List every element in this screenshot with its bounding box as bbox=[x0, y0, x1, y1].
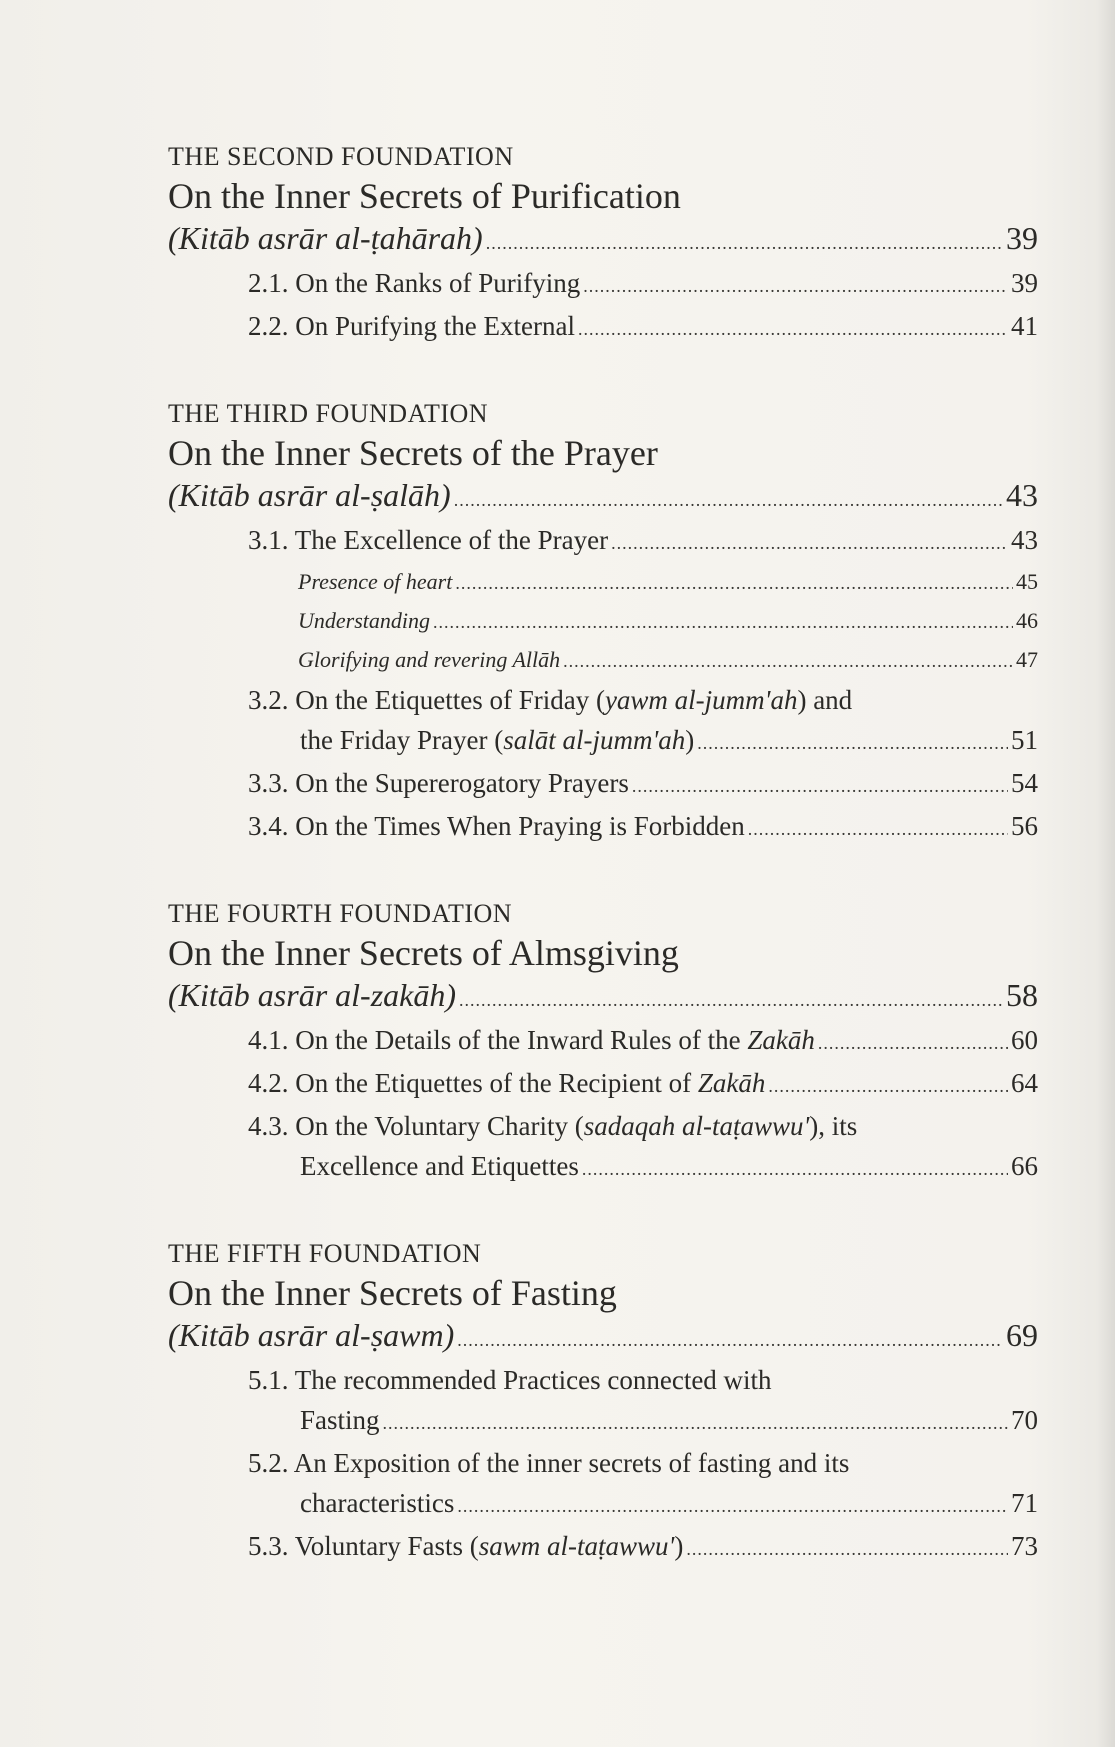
toc-entry-line1[interactable] bbox=[168, 1106, 1038, 1146]
page-number: 46 bbox=[1016, 608, 1038, 633]
foundation-title: On the Inner Secrets of Almsgiving bbox=[168, 933, 679, 973]
kitab-title: (Kitāb asrār al-ṣawm) bbox=[168, 1317, 455, 1353]
toc-entry-kitab[interactable] bbox=[168, 218, 1038, 263]
page-number: 56 bbox=[1011, 811, 1038, 841]
page-number: 43 bbox=[1011, 525, 1038, 555]
entry-title bbox=[248, 1063, 765, 1103]
page-number: 73 bbox=[1011, 1531, 1038, 1561]
entry-title-part: 4.3. On the Voluntary Charity ( bbox=[248, 1111, 584, 1141]
entry-title-part: the Friday Prayer ( bbox=[300, 725, 504, 755]
foundation-third bbox=[168, 397, 1038, 849]
entry-title-italic: salāt al-jumm'ah bbox=[503, 725, 686, 755]
entry-title-part: 4.2. On the Etiquettes of the Recipient of bbox=[248, 1068, 698, 1098]
page-number: 47 bbox=[1016, 647, 1038, 672]
dot-leader bbox=[578, 309, 1008, 349]
toc-subentry[interactable] bbox=[168, 602, 1038, 641]
toc-entry-kitab[interactable] bbox=[168, 975, 1038, 1020]
dot-leader bbox=[582, 1149, 1008, 1189]
entry-title-part: 3.2. On the Etiquettes of Friday ( bbox=[248, 685, 605, 715]
toc-entry[interactable] bbox=[168, 306, 1038, 349]
toc-entry[interactable] bbox=[168, 520, 1038, 563]
toc-entry[interactable] bbox=[168, 763, 1038, 806]
entry-title-italic: sawm al-taṭawwu' bbox=[478, 1531, 675, 1561]
dot-leader bbox=[457, 1486, 1008, 1526]
page-number: 54 bbox=[1011, 768, 1038, 798]
kitab-title: (Kitāb asrār al-zakāh) bbox=[168, 977, 456, 1013]
foundation-title: On the Inner Secrets of Purification bbox=[168, 176, 681, 216]
entry-title-part: 5.3. Voluntary Fasts ( bbox=[248, 1531, 479, 1561]
foundation-label: THE THIRD FOUNDATION bbox=[168, 399, 489, 428]
page-number: 41 bbox=[1011, 311, 1038, 341]
toc-subentry[interactable] bbox=[168, 563, 1038, 602]
page-number: 58 bbox=[1006, 977, 1038, 1013]
dot-leader bbox=[748, 809, 1008, 849]
dot-leader bbox=[686, 1529, 1008, 1569]
dot-leader bbox=[433, 604, 1013, 641]
dot-leader bbox=[818, 1023, 1008, 1063]
page-number: 66 bbox=[1011, 1151, 1038, 1181]
entry-title bbox=[248, 1526, 683, 1566]
toc-entry[interactable] bbox=[168, 263, 1038, 306]
page-number: 60 bbox=[1011, 1025, 1038, 1055]
entry-title-italic: Zakāh bbox=[697, 1068, 766, 1098]
toc-entry-kitab[interactable] bbox=[168, 475, 1038, 520]
toc-entry[interactable] bbox=[168, 1526, 1038, 1569]
page-number: 71 bbox=[1011, 1488, 1038, 1518]
entry-title: 2.1. On the Ranks of Purifying bbox=[248, 268, 581, 298]
entry-title bbox=[248, 1020, 815, 1060]
toc-entry[interactable] bbox=[168, 1020, 1038, 1063]
entry-title: 3.4. On the Times When Praying is Forbidden bbox=[248, 811, 745, 841]
foundation-label: THE FOURTH FOUNDATION bbox=[168, 899, 513, 928]
toc-entry-line1[interactable]: 5.1. The recommended Practices connected with bbox=[248, 1365, 772, 1395]
foundation-title: On the Inner Secrets of the Prayer bbox=[168, 433, 658, 473]
foundation-title: On the Inner Secrets of Fasting bbox=[168, 1273, 617, 1313]
entry-title-italic: yawm al-jumm'ah bbox=[604, 685, 798, 715]
entry-title-line2: Fasting bbox=[300, 1405, 380, 1435]
entry-title-italic: Zakāh bbox=[747, 1025, 815, 1055]
entry-title-part: ) bbox=[674, 1531, 684, 1561]
entry-title-line2: Excellence and Etiquettes bbox=[300, 1151, 579, 1181]
page-edge-shadow bbox=[1097, 0, 1115, 1747]
page-number: 39 bbox=[1006, 220, 1038, 256]
dot-leader bbox=[768, 1066, 1008, 1106]
dot-leader bbox=[455, 565, 1013, 602]
entry-title-part: ) and bbox=[797, 685, 853, 715]
toc-entry[interactable] bbox=[168, 1400, 1038, 1443]
foundation-label: THE SECOND FOUNDATION bbox=[168, 142, 514, 171]
toc-entry[interactable] bbox=[168, 720, 1038, 763]
toc-entry[interactable] bbox=[168, 1063, 1038, 1106]
entry-title-italic: sadaqah al-taṭawwu' bbox=[583, 1111, 810, 1141]
table-of-contents bbox=[168, 140, 1038, 1617]
page-number: 43 bbox=[1006, 477, 1038, 513]
dot-leader bbox=[583, 266, 1008, 306]
foundation-second bbox=[168, 140, 1038, 349]
toc-entry-line1[interactable] bbox=[168, 680, 1038, 720]
page-number: 64 bbox=[1011, 1068, 1038, 1098]
page-number: 39 bbox=[1011, 268, 1038, 298]
toc-entry-line1[interactable]: 5.2. An Exposition of the inner secrets of fasting and its bbox=[248, 1448, 850, 1478]
page-number: 51 bbox=[1011, 725, 1038, 755]
dot-leader bbox=[611, 523, 1008, 563]
entry-title: Presence of heart bbox=[298, 569, 453, 594]
dot-leader bbox=[697, 723, 1008, 763]
toc-entry[interactable] bbox=[168, 1483, 1038, 1526]
dot-leader bbox=[459, 980, 1003, 1020]
toc-entry-kitab[interactable] bbox=[168, 1315, 1038, 1360]
kitab-title: (Kitāb asrār al-ṣalāh) bbox=[168, 477, 451, 513]
entry-title: 3.3. On the Supererogatory Prayers bbox=[248, 768, 629, 798]
foundation-label: THE FIFTH FOUNDATION bbox=[168, 1239, 482, 1268]
entry-title-part: ) bbox=[685, 725, 695, 755]
entry-title: Understanding bbox=[298, 608, 430, 633]
dot-leader bbox=[454, 480, 1003, 520]
dot-leader bbox=[563, 643, 1013, 680]
toc-entry[interactable] bbox=[168, 1146, 1038, 1189]
dot-leader bbox=[486, 223, 1003, 263]
toc-subentry[interactable] bbox=[168, 641, 1038, 680]
foundation-fourth bbox=[168, 897, 1038, 1189]
toc-entry[interactable] bbox=[168, 806, 1038, 849]
page-number: 69 bbox=[1006, 1317, 1038, 1353]
dot-leader bbox=[457, 1320, 1003, 1360]
entry-title-line2: characteristics bbox=[300, 1488, 455, 1518]
entry-title-part: ), its bbox=[809, 1111, 858, 1141]
page-number: 70 bbox=[1011, 1405, 1038, 1435]
kitab-title: (Kitāb asrār al-ṭahārah) bbox=[168, 220, 483, 256]
dot-leader bbox=[632, 766, 1008, 806]
page-number: 45 bbox=[1016, 569, 1038, 594]
entry-title-line2 bbox=[300, 720, 694, 760]
entry-title-part: 4.1. On the Details of the Inward Rules of the bbox=[248, 1025, 748, 1055]
dot-leader bbox=[383, 1403, 1008, 1443]
entry-title: 3.1. The Excellence of the Prayer bbox=[248, 525, 609, 555]
foundation-fifth bbox=[168, 1237, 1038, 1569]
entry-title: 2.2. On Purifying the External bbox=[248, 311, 575, 341]
entry-title: Glorifying and revering Allāh bbox=[298, 647, 561, 672]
